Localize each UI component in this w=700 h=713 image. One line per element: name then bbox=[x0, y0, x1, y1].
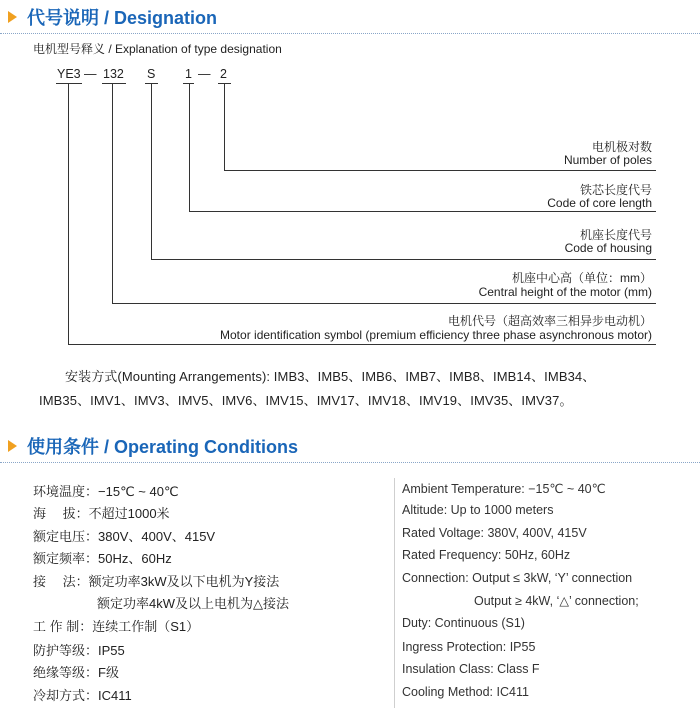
condition-value: 连续工作制（S1） bbox=[92, 619, 200, 634]
code-underline bbox=[56, 83, 82, 84]
condition-key: 接 法： bbox=[33, 574, 89, 589]
condition-row-en: Ambient Temperature: −15℃ ~ 40℃ bbox=[402, 482, 606, 496]
condition-value: IC411 bbox=[98, 688, 132, 703]
designation-header bbox=[0, 4, 700, 32]
code-core: 1 bbox=[185, 67, 192, 81]
condition-row-en: Ingress Protection: IP55 bbox=[402, 640, 536, 654]
condition-key: 环境温度： bbox=[33, 484, 99, 499]
condition-value: 额定功率3kW及以下电机为Y接法 bbox=[88, 574, 280, 589]
column-divider bbox=[394, 478, 395, 708]
condition-row-en: Rated Voltage: 380V, 400V, 415V bbox=[402, 526, 587, 540]
condition-key: 额定电压： bbox=[33, 529, 99, 544]
condition-value: 不超过1000米 bbox=[88, 506, 170, 521]
condition-key: 工 作 制： bbox=[33, 619, 93, 634]
condition-row-cn bbox=[33, 685, 132, 704]
label-housing-cn: 机座长度代号 bbox=[579, 228, 652, 242]
condition-key: 海 拔： bbox=[33, 506, 89, 521]
designation-title: 代号说明 / Designation bbox=[27, 8, 218, 28]
code-height: 132 bbox=[103, 67, 124, 81]
condition-key: 额定频率： bbox=[33, 551, 99, 566]
code-underline bbox=[102, 83, 126, 84]
condition-row-cn bbox=[33, 481, 179, 500]
mounting-line-1: 安装方式(Mounting Arrangements): IMB3、IMB5、IMB6、IMB7、IMB8、IMB14、IMB34、 bbox=[65, 369, 596, 384]
condition-value: 380V、400V、415V bbox=[98, 529, 216, 544]
condition-key: 冷却方式： bbox=[33, 688, 99, 703]
condition-row-cn bbox=[33, 571, 279, 590]
condition-row-cn bbox=[33, 503, 170, 522]
condition-row-cn bbox=[33, 616, 199, 635]
orange-triangle-icon bbox=[8, 440, 17, 452]
condition-value: 50Hz、60Hz bbox=[98, 551, 172, 566]
leader-line bbox=[68, 84, 69, 345]
condition-row-en: Altitude: Up to 1000 meters bbox=[402, 503, 554, 517]
condition-row-cn bbox=[33, 640, 125, 659]
condition-row-en: Rated Frequency: 50Hz, 60Hz bbox=[402, 548, 571, 562]
label-poles-cn: 电机极对数 bbox=[591, 140, 652, 154]
conditions-title: 使用条件 / Operating Conditions bbox=[27, 437, 298, 457]
header-divider bbox=[0, 33, 700, 34]
condition-row-cn bbox=[97, 593, 289, 612]
designation-subtitle: 电机型号释义 / Explanation of type designation bbox=[33, 42, 282, 56]
label-height-cn: 机座中心高（单位：mm） bbox=[512, 271, 652, 285]
leader-line bbox=[112, 84, 113, 304]
condition-key: 绝缘等级： bbox=[33, 665, 99, 680]
label-poles-en: Number of poles bbox=[563, 153, 652, 167]
condition-row-en: Duty: Continuous (S1) bbox=[402, 616, 525, 630]
condition-value: −15℃ ~ 40℃ bbox=[98, 484, 179, 499]
label-height-en: Central height of the motor (mm) bbox=[478, 285, 652, 299]
condition-value: 额定功率4kW及以上电机为△接法 bbox=[97, 596, 289, 611]
mounting-line-2: IMB35、IMV1、IMV3、IMV5、IMV6、IMV15、IMV17、IMV18、IMV19、IMV35、IMV37。 bbox=[39, 393, 573, 408]
header-divider bbox=[0, 462, 700, 463]
condition-row-en: Cooling Method: IC411 bbox=[402, 685, 529, 699]
leader-line bbox=[224, 170, 656, 171]
condition-row-cn bbox=[33, 662, 119, 681]
leader-line bbox=[224, 84, 225, 171]
condition-value: IP55 bbox=[98, 643, 125, 658]
leader-line bbox=[189, 211, 656, 212]
leader-line bbox=[151, 84, 152, 260]
label-motor-cn: 电机代号（超高效率三相异步电动机） bbox=[447, 314, 652, 328]
conditions-header bbox=[0, 433, 700, 461]
condition-value: F级 bbox=[98, 665, 119, 680]
label-core-en: Code of core length bbox=[547, 196, 652, 210]
code-series: YE3 bbox=[57, 67, 81, 81]
condition-row-cn bbox=[33, 526, 215, 545]
leader-line bbox=[68, 344, 656, 345]
condition-row-en: Output ≥ 4kW, ‘△’ connection; bbox=[474, 594, 639, 608]
condition-row-en: Connection: Output ≤ 3kW, ‘Y’ connection bbox=[402, 571, 633, 585]
label-core-cn: 铁芯长度代号 bbox=[579, 183, 652, 197]
code-poles: 2 bbox=[220, 67, 227, 81]
code-dash: — bbox=[84, 67, 97, 81]
label-motor-en: Motor identification symbol (premium efficiency three phase asynchronous motor) bbox=[220, 328, 652, 342]
leader-line bbox=[189, 84, 190, 212]
condition-key: 防护等级： bbox=[33, 643, 99, 658]
code-dash: — bbox=[198, 67, 211, 81]
leader-line bbox=[151, 259, 656, 260]
leader-line bbox=[112, 303, 656, 304]
code-housing: S bbox=[147, 67, 156, 81]
label-housing-en: Code of housing bbox=[564, 241, 652, 255]
orange-triangle-icon bbox=[8, 11, 17, 23]
condition-row-cn bbox=[33, 548, 172, 567]
condition-row-en: Insulation Class: Class F bbox=[402, 662, 540, 676]
